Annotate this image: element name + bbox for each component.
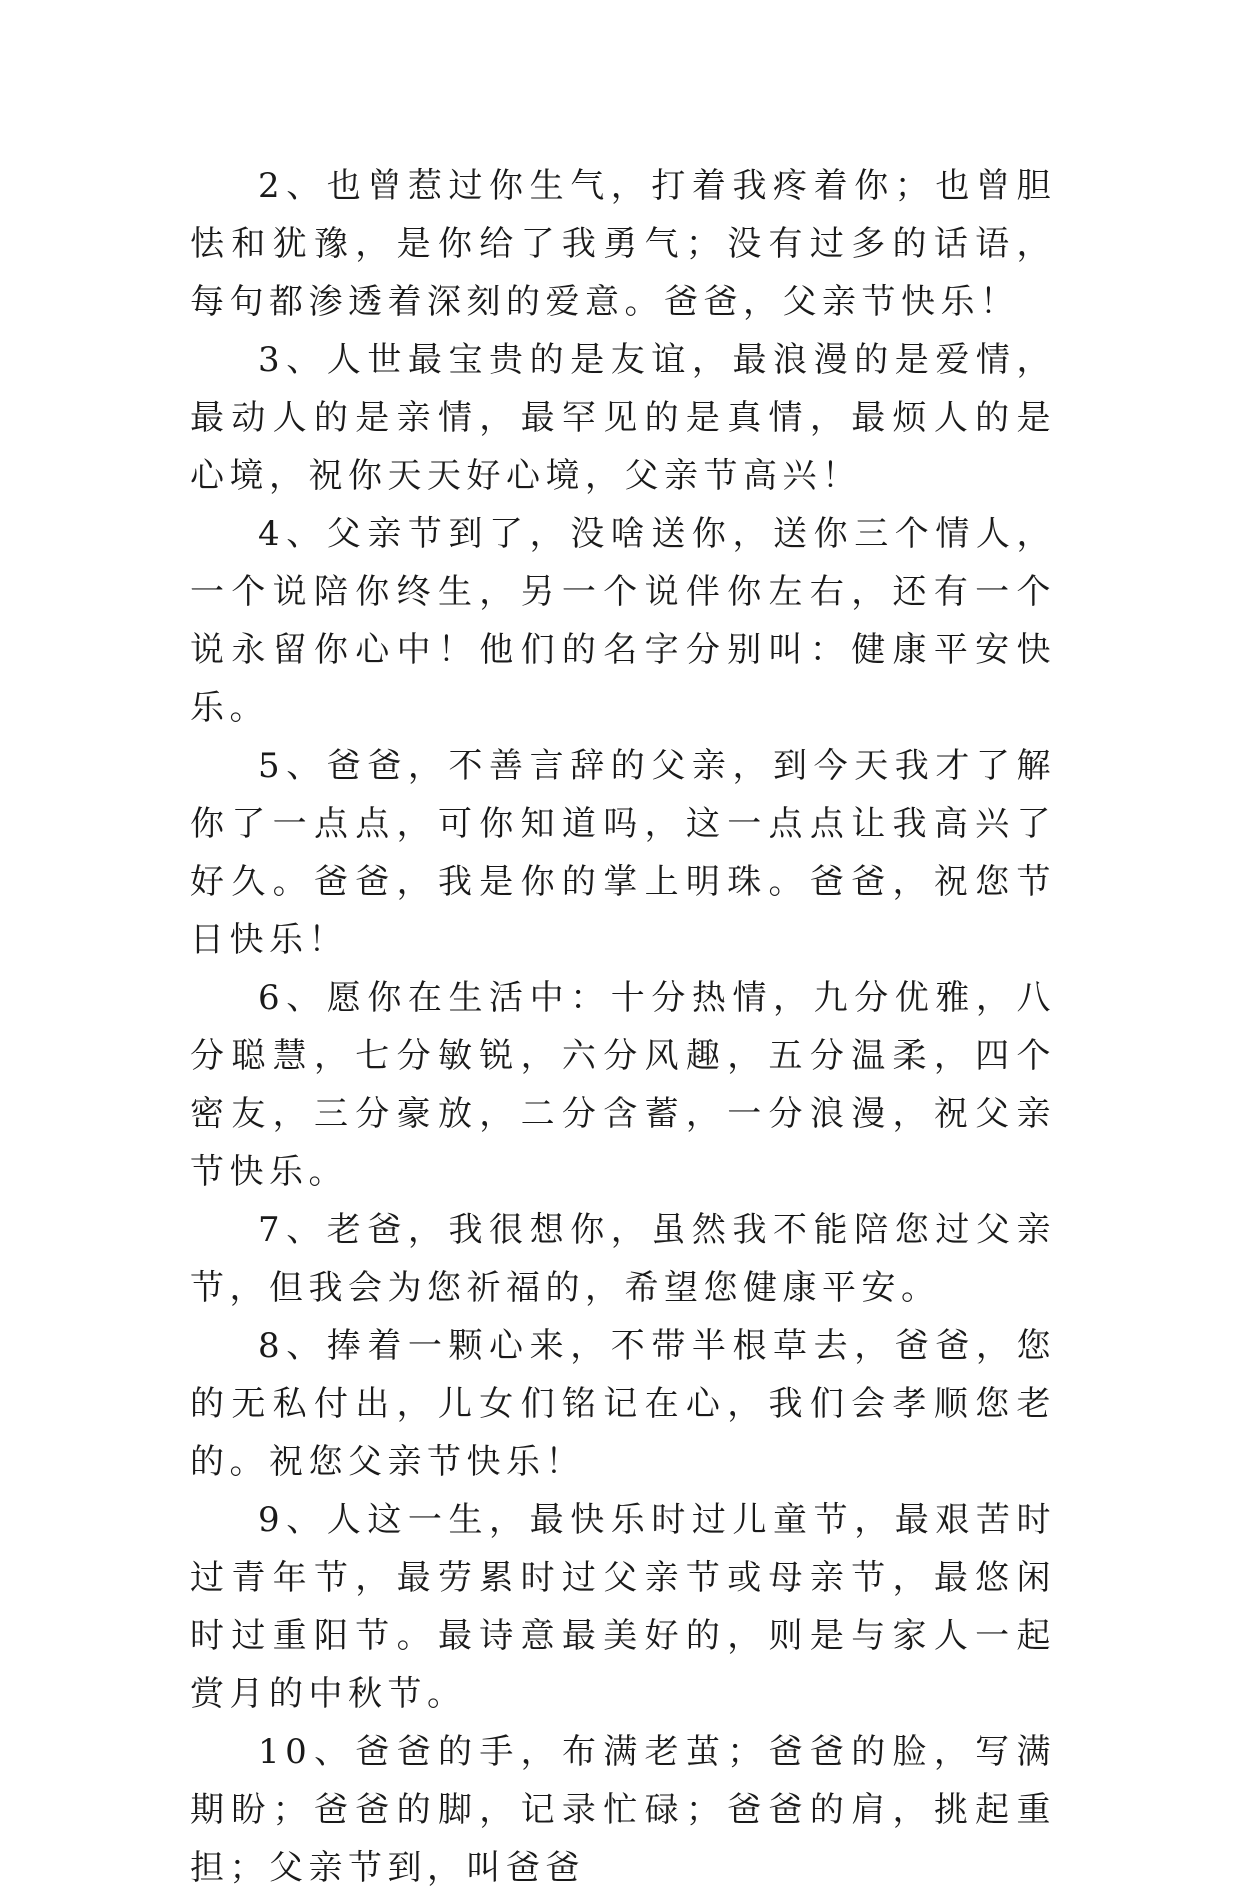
paragraph-2: 2、也曾惹过你生气，打着我疼着你；也曾胆怯和犹豫，是你给了我勇气；没有过多的话语，每句都渗透着深刻的爱意。爸爸，父亲节快乐！	[190, 166, 1056, 322]
paragraph-4: 4、父亲节到了，没啥送你，送你三个情人，一个说陪你终生，另一个说伴你左右，还有一个说永留你心中！他们的名字分别叫：健康平安快乐。	[190, 514, 1056, 728]
paragraph-8: 8、捧着一颗心来，不带半根草去，爸爸，您的无私付出，儿女们铭记在心，我们会孝顺您老的。祝您父亲节快乐！	[190, 1326, 1056, 1482]
paragraph-6: 6、愿你在生活中：十分热情，九分优雅，八分聪慧，七分敏锐，六分风趣，五分温柔，四个密友，三分豪放，二分含蓄，一分浪漫，祝父亲节快乐。	[190, 978, 1056, 1192]
paragraph-3: 3、人世最宝贵的是友谊，最浪漫的是爱情，最动人的是亲情，最罕见的是真情，最烦人的是心境，祝你天天好心境，父亲节高兴！	[190, 340, 1056, 496]
paragraph-9: 9、人这一生，最快乐时过儿童节，最艰苦时过青年节，最劳累时过父亲节或母亲节，最悠闲时过重阳节。最诗意最美好的，则是与家人一起赏月的中秋节。	[190, 1500, 1056, 1714]
document-body	[190, 157, 1056, 1897]
paragraph-10: 10、爸爸的手，布满老茧；爸爸的脸，写满期盼；爸爸的脚，记录忙碌；爸爸的肩，挑起重担；父亲节到，叫爸爸	[190, 1732, 1056, 1888]
paragraph-5: 5、爸爸，不善言辞的父亲，到今天我才了解你了一点点，可你知道吗，这一点点让我高兴了好久。爸爸，我是你的掌上明珠。爸爸，祝您节日快乐！	[190, 746, 1056, 960]
paragraph-7: 7、老爸，我很想你，虽然我不能陪您过父亲节，但我会为您祈福的，希望您健康平安。	[190, 1210, 1056, 1308]
